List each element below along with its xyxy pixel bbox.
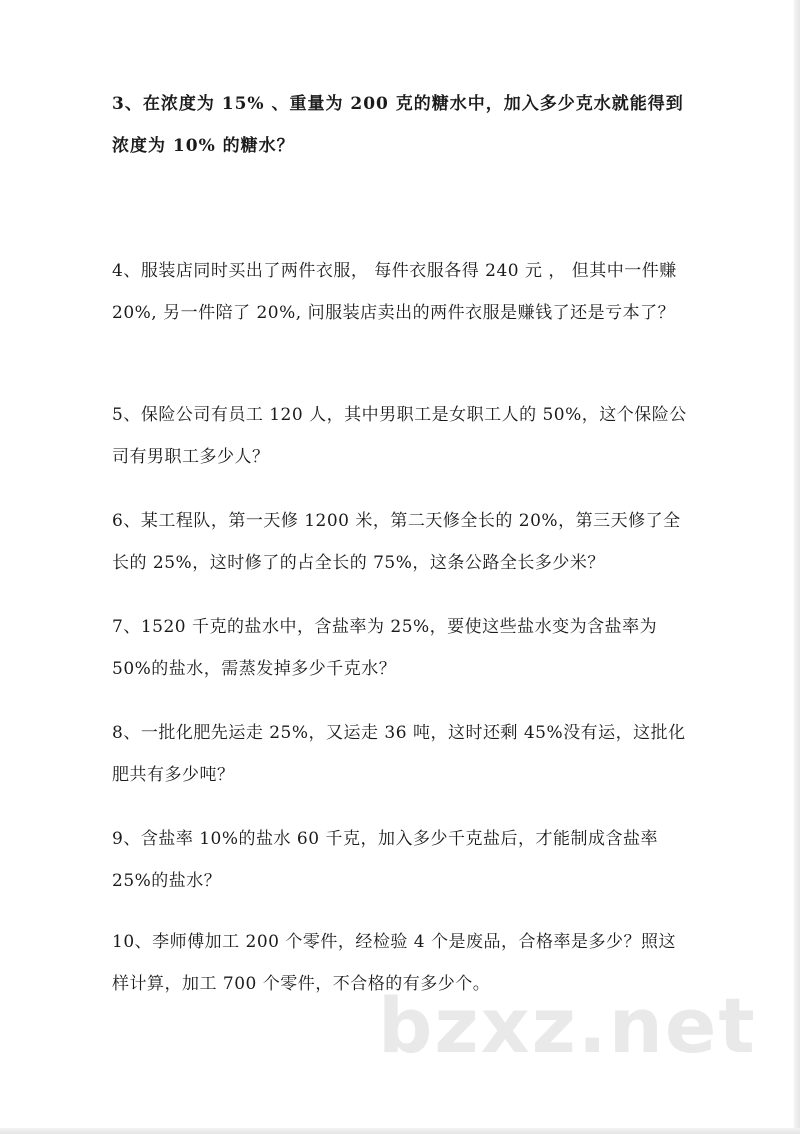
- problem-5: 5、保险公司有员工 120 人，其中男职工是女职工人的 50%，这个保险公司有男职工多少人？: [112, 405, 687, 467]
- problem-7: 7、1520 千克的盐水中，含盐率为 25%，要使这些盐水变为含盐率为 50%的盐水，需蒸发掉多少千克水？: [112, 617, 658, 679]
- problem-8: 8、一批化肥先运走 25%，又运走 36 吨，这时还剩 45%没有运，这批化肥共有多少吨？: [112, 723, 686, 785]
- page-edge-bottom: [0, 1128, 800, 1134]
- watermark: bzxz.net: [378, 981, 757, 1070]
- problem-6: 6、某工程队，第一天修 1200 米，第二天修全长的 20%，第三天修了全长的 25%，这时修了的占全长的 75%，这条公路全长多少米？: [112, 511, 681, 573]
- page-edge-right: [794, 0, 800, 1134]
- problem-9: 9、含盐率 10%的盐水 60 千克，加入多少千克盐后，才能制成含盐率 25%的盐水？: [112, 829, 658, 891]
- problem-10: 10、李师傅加工 200 个零件，经检验 4 个是废品，合格率是多少？照这样计算，加工 700 个零件，不合格的有多少个。: [112, 932, 677, 994]
- problem-4: 4、服装店同时买出了两件衣服， 每件衣服各得 240 元 ， 但其中一件赚 20%, 另一件陪了 20%, 问服装店卖出的两件衣服是赚钱了还是亏本了？: [112, 261, 677, 323]
- problem-3: 3、在浓度为 15% 、重量为 200 克的糖水中，加入多少克水就能得到浓度为 10% 的糖水？: [112, 94, 684, 156]
